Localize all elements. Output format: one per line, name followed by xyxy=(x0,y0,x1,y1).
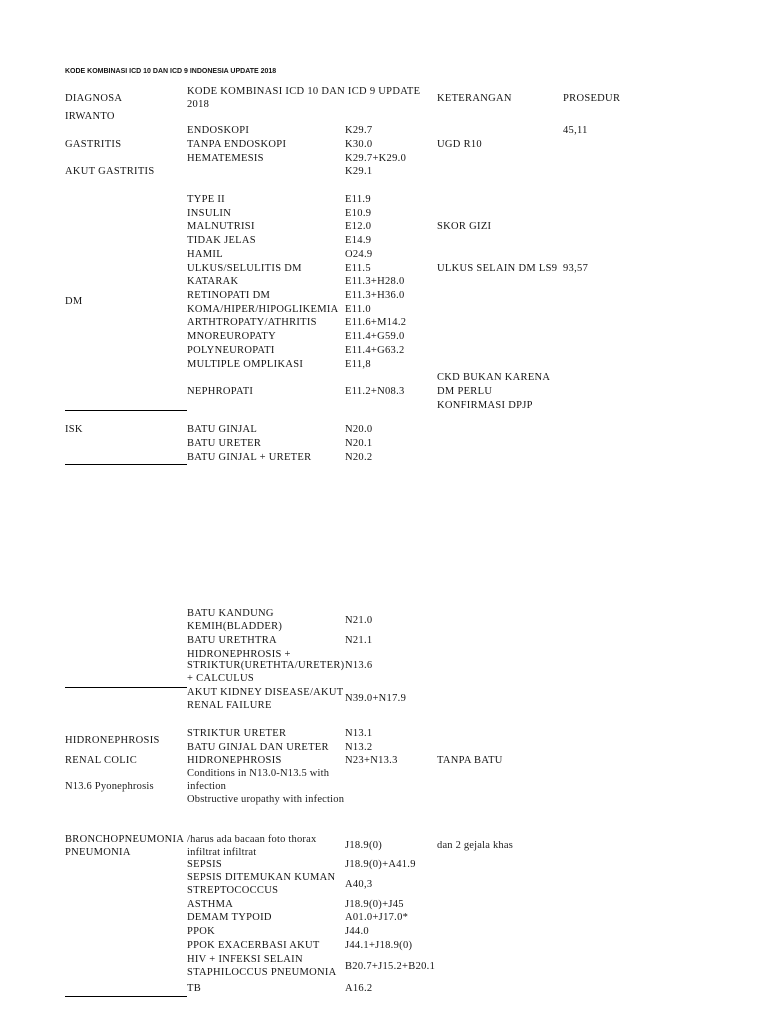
icd-code: E11.9 xyxy=(345,194,371,205)
keterangan-text: dan 2 gejala khas xyxy=(437,840,513,851)
icd-code: K29.7+K29.0 xyxy=(345,153,407,164)
condition-label: MULTIPLE OMPLIKASI xyxy=(187,359,304,370)
diagnosis-label: HIDRONEPHROSIS xyxy=(65,735,160,746)
condition-label: INSULIN xyxy=(187,208,232,219)
condition-label: BATU GINJAL xyxy=(187,424,258,435)
icd-code: N13.1 xyxy=(345,728,373,739)
condition-label: STRIKTUR(URETHTA/URETER) xyxy=(187,660,345,671)
icd-code: E11.4+G59.0 xyxy=(345,331,405,342)
condition-label: + CALCULUS xyxy=(187,673,254,684)
section-divider xyxy=(65,464,187,465)
condition-label: POLYNEUROPATI xyxy=(187,345,275,356)
condition-label: MNOREUROPATY xyxy=(187,331,276,342)
icd-code: N13.2 xyxy=(345,742,373,753)
section-divider xyxy=(65,410,187,411)
header-prosedur: PROSEDUR xyxy=(563,93,621,104)
condition-label: MALNUTRISI xyxy=(187,221,255,232)
icd-code: N21.1 xyxy=(345,635,373,646)
diagnosis-label: N13.6 Pyonephrosis xyxy=(65,781,154,792)
note-text: infection xyxy=(187,781,227,792)
condition-label: BATU GINJAL DAN URETER xyxy=(187,742,329,753)
condition-label: KOMA/HIPER/HIPOGLIKEMIA xyxy=(187,304,339,315)
icd-code: E11.6+M14.2 xyxy=(345,317,407,328)
note-text: Conditions in N13.0-N13.5 with xyxy=(187,768,330,779)
condition-label: TYPE II xyxy=(187,194,225,205)
condition-label: KEMIH(BLADDER) xyxy=(187,621,283,632)
icd-code: A16.2 xyxy=(345,983,373,994)
prosedur-code: 93,57 xyxy=(563,263,589,274)
keterangan-text: UGD R10 xyxy=(437,139,482,150)
condition-label: HIDRONEPHROSIS xyxy=(187,755,282,766)
condition-label: BATU URETER xyxy=(187,438,262,449)
diagnosis-label: DM xyxy=(65,296,83,307)
icd-code: E10.9 xyxy=(345,208,372,219)
author-name: IRWANTO xyxy=(65,111,115,122)
condition-label: BATU GINJAL + URETER xyxy=(187,452,312,463)
icd-code: J44.0 xyxy=(345,926,369,937)
condition-label: DEMAM TYPOID xyxy=(187,912,272,923)
icd-code: E11.0 xyxy=(345,304,371,315)
condition-label: RETINOPATI DM xyxy=(187,290,271,301)
diagnosis-label: AKUT GASTRITIS xyxy=(65,166,155,177)
section-divider xyxy=(65,996,187,997)
icd-code: N13.6 xyxy=(345,660,373,671)
icd-code: E11.2+N08.3 xyxy=(345,386,405,397)
condition-label: KATARAK xyxy=(187,276,239,287)
note-text: Obstructive uropathy with infection xyxy=(187,794,345,805)
condition-label: NEPHROPATI xyxy=(187,386,254,397)
condition-label: RENAL FAILURE xyxy=(187,700,272,711)
icd-code: N21.0 xyxy=(345,615,373,626)
icd-code: N20.0 xyxy=(345,424,373,435)
header-kode-line: KODE KOMBINASI ICD 10 DAN ICD 9 UPDATE xyxy=(187,86,421,97)
condition-label: HIV + INFEKSI SELAIN xyxy=(187,954,303,965)
icd-code: J18.9(0)+A41.9 xyxy=(345,859,416,870)
keterangan-text: CKD BUKAN KARENA xyxy=(437,372,551,383)
diagnosis-label: GASTRITIS xyxy=(65,139,122,150)
section-divider xyxy=(65,687,187,688)
condition-label: ULKUS/SELULITIS DM xyxy=(187,263,302,274)
icd-code: E11.3+H36.0 xyxy=(345,290,405,301)
condition-label: ENDOSKOPI xyxy=(187,125,250,136)
condition-label: STRIKTUR URETER xyxy=(187,728,287,739)
condition-label: BATU KANDUNG xyxy=(187,608,274,619)
icd-code: K30.0 xyxy=(345,139,373,150)
keterangan-text: TANPA BATU xyxy=(437,755,503,766)
condition-label: PPOK EXACERBASI AKUT xyxy=(187,940,320,951)
condition-label: SEPSIS xyxy=(187,859,223,870)
icd-code: N23+N13.3 xyxy=(345,755,398,766)
keterangan-text: SKOR GIZI xyxy=(437,221,492,232)
icd-code: J18.9(0)+J45 xyxy=(345,899,404,910)
header-kode-line: 2018 xyxy=(187,99,210,110)
condition-label: HEMATEMESIS xyxy=(187,153,264,164)
icd-code: E11.4+G63.2 xyxy=(345,345,405,356)
condition-label: BATU URETHTRA xyxy=(187,635,277,646)
icd-code: A01.0+J17.0* xyxy=(345,912,409,923)
condition-label: PPOK xyxy=(187,926,216,937)
condition-label: SEPSIS DITEMUKAN KUMAN xyxy=(187,872,336,883)
icd-code: E11.5 xyxy=(345,263,371,274)
diagnosis-label: BRONCHOPNEUMONIA xyxy=(65,834,185,845)
prosedur-code: 45,11 xyxy=(563,125,588,136)
condition-label: HAMIL xyxy=(187,249,223,260)
keterangan-text: DM PERLU xyxy=(437,386,493,397)
condition-label: TIDAK JELAS xyxy=(187,235,256,246)
icd-code: K29.1 xyxy=(345,166,373,177)
header-diagnosa: DIAGNOSA xyxy=(65,93,123,104)
icd-code: E12.0 xyxy=(345,221,372,232)
icd-code: J44.1+J18.9(0) xyxy=(345,940,413,951)
diagnosis-label: ISK xyxy=(65,424,83,435)
condition-label: TB xyxy=(187,983,202,994)
condition-label: ASTHMA xyxy=(187,899,234,910)
icd-code: E11,8 xyxy=(345,359,371,370)
condition-label: AKUT KIDNEY DISEASE/AKUT xyxy=(187,687,344,698)
icd-code: J18.9(0) xyxy=(345,840,383,851)
icd-code: N39.0+N17.9 xyxy=(345,693,407,704)
icd-code: E11.3+H28.0 xyxy=(345,276,405,287)
document-title: KODE KOMBINASI ICD 10 DAN ICD 9 INDONESIA UPDATE 2018 xyxy=(65,68,277,75)
icd-code: K29.7 xyxy=(345,125,373,136)
condition-label: TANPA ENDOSKOPI xyxy=(187,139,287,150)
icd-code: N20.1 xyxy=(345,438,373,449)
keterangan-text: ULKUS SELAIN DM LS9 xyxy=(437,263,558,274)
condition-label: HIDRONEPHROSIS + xyxy=(187,649,291,660)
icd-code: A40,3 xyxy=(345,879,373,890)
condition-label: STREPTOCOCCUS xyxy=(187,885,279,896)
keterangan-text: KONFIRMASI DPJP xyxy=(437,400,533,411)
diagnosis-label: RENAL COLIC xyxy=(65,755,138,766)
diagnosis-label: PNEUMONIA xyxy=(65,847,131,858)
condition-label: STAPHILOCCUS PNEUMONIA xyxy=(187,967,337,978)
condition-label: ARTHTROPATY/ATHRITIS xyxy=(187,317,317,328)
icd-code: N20.2 xyxy=(345,452,373,463)
note-text: /harus ada bacaan foto thorax xyxy=(187,834,317,845)
note-text: infiltrat infiltrat xyxy=(187,847,257,858)
header-keterangan: KETERANGAN xyxy=(437,93,512,104)
icd-code: B20.7+J15.2+B20.1 xyxy=(345,961,436,972)
icd-code: E14.9 xyxy=(345,235,372,246)
icd-code: O24.9 xyxy=(345,249,373,260)
